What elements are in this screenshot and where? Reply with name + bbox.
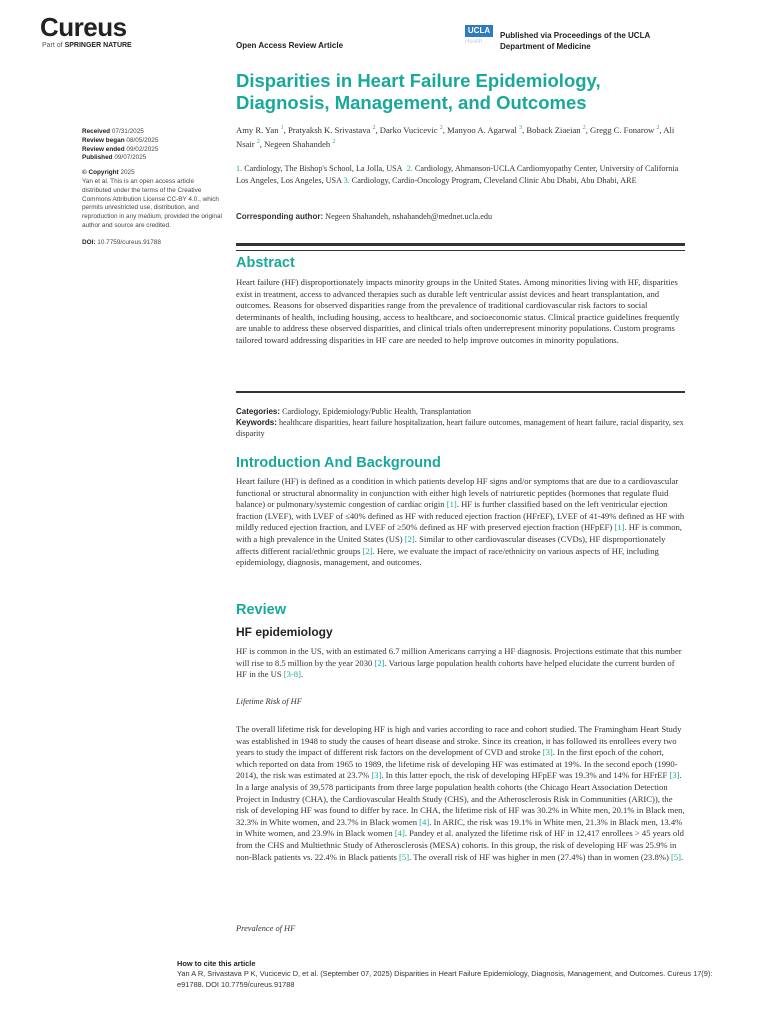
- affiliation: Cardiology, The Bishop's School, La Jolla, USA: [244, 164, 403, 173]
- ucla-health-logo: Health: [465, 39, 483, 45]
- reference-link[interactable]: [5]: [399, 851, 410, 862]
- author[interactable]: Amy R. Yan $^1$: [236, 124, 284, 135]
- lifetime-risk-heading: Lifetime Risk of HF: [236, 697, 302, 706]
- corresponding-value[interactable]: Negeen Shahandeh, nshahandeh@mednet.ucla.edu: [325, 212, 493, 221]
- reference-link[interactable]: [2]: [362, 545, 373, 556]
- affiliation: Cardiology, Ahmanson-UCLA Cardiomyopathy Center, University of California Los Angeles, Los Angeles, USA: [236, 164, 679, 185]
- copyright: © Copyright 2025: [82, 169, 135, 177]
- article-type: Open Access Review Article: [236, 41, 344, 50]
- affiliation-number: 1.: [236, 164, 243, 173]
- license-text: Yan et al. This is an open access article distributed under the terms of the Creative Commons Attribution License CC-BY 4.0., which permits unrestricted use, distribution, and reproduction in any medium, provided the original author and source are credited.: [82, 177, 222, 229]
- reference-link[interactable]: [4]: [419, 816, 430, 827]
- article-sidebar: [82, 128, 222, 248]
- reference-link[interactable]: [2]: [374, 657, 385, 668]
- article-title: Disparities in Heart Failure Epidemiology, Diagnosis, Management, and Outcomes: [236, 70, 601, 113]
- review-heading: Review: [236, 602, 286, 618]
- divider: [236, 243, 685, 246]
- cureus-logo: Cureus: [40, 12, 127, 42]
- corresponding-label: Corresponding author:: [236, 212, 324, 221]
- affiliation-number: 3.: [343, 175, 350, 185]
- reference-link[interactable]: [2]: [404, 533, 415, 544]
- author[interactable]: Pratyaksh K. Srivastava $^2$: [287, 124, 376, 135]
- author[interactable]: Manyoo A. Agarwal $^3$: [447, 124, 523, 135]
- review-began-date: Review began 08/05/2025: [82, 136, 159, 144]
- abstract-heading: Abstract: [236, 255, 295, 271]
- abstract-text: Heart failure (HF) disproportionately impacts minority groups in the United States. Among minorities living with HF, disparities exist in treatment, access to advanced therapies such as durable left ventricular assist devices and heart transplantation, and outcomes. Reasons for observed disparities range from the prevalence of traditional cardiovascular risk factors to social determinants of health, including housing, access to healthcare, and socioeconomic status. Clinical practice guidelines frequently are unable to address these observed disparities, and clinical trials often underrepresent minority populations. Custom programs tailored toward addressing disparities in HF care are needed to help improve outcomes in minority populations.: [236, 277, 680, 345]
- citation-footer: [177, 959, 737, 990]
- epidemiology-paragraph: HF is common in the US, with an estimated 6.7 million Americans carrying a HF diagnosis. Projections estimate that this number will rise to 8.5 million by the year 2030 [2]. Various large population health cohorts have helped elucidate the current burden of HF in the US [3-8].: [236, 646, 682, 680]
- review-ended-date: Review ended 09/02/2025: [82, 145, 159, 153]
- epidemiology-subheading: HF epidemiology: [236, 625, 333, 639]
- author-list: Amy R. Yan $^1$, Pratyaksh K. Srivastava $^2$, Darko Vucicevic $^2$, Manyoo A. Agarwal $^3$, Boback Ziaeian $^2$, Gregg C. Fonarow $^2$, Ali Nsair $^2$, Negeen Shahandeh $^2$: [236, 124, 675, 149]
- doi-link[interactable]: 10.7759/cureus.91788: [97, 238, 161, 246]
- intro-paragraph: Heart failure (HF) is defined as a condition in which patients develop HF signs and/or symptoms that are due to a cardiovascular functional or structural abnormality in conjunction with either high levels of natriuretic peptides (hormones that regulate fluid balance) or pulmonary/systemic congestion of cardiac origin [1]. HF is further classified based on the left ventricular ejection fraction (LVEF), with LVEF of ≤40% defined as HF with reduced ejection fraction (HFrEF), LVEF of 41-49% defined as HF with mildly reduced ejection fraction, and LVEF of ≥50% defined as HF with preserved ejection fraction (HFpEF) [1]. HF is common, with a high prevalence in the United States (US) [2]. Similar to other cardiovascular diseases (CVDs), HF disproportionately affects different racial/ethnic groups [2]. Here, we evaluate the impact of race/ethnicity on various aspects of HF, including epidemiology, diagnosis, management, and outcomes.: [236, 476, 685, 568]
- reference-link[interactable]: [3-8]: [283, 669, 301, 680]
- ucla-logo: UCLA: [465, 25, 493, 37]
- affiliation-number: 2.: [406, 164, 413, 173]
- divider: [236, 250, 685, 251]
- keywords-block: [236, 406, 686, 440]
- citation-text: Yan A R, Srivastava P K, Vucicevic D, et al. (September 07, 2025) Disparities in Heart Failure Epidemiology, Diagnosis, Management, and Outcomes. Cureus 17(9): e91788. DOI 10.7759/cureus.91788: [177, 969, 713, 989]
- reference-link[interactable]: [4]: [394, 828, 405, 839]
- cite-heading: How to cite this article: [177, 959, 256, 968]
- keywords: Keywords: healthcare disparities, heart failure hospitalization, heart failure outcomes, management of heart failure, racial disparity, sex disparity: [236, 418, 684, 439]
- reference-link[interactable]: [5]: [670, 851, 681, 862]
- received-date: Received 07/31/2025: [82, 128, 144, 135]
- lifetime-risk-paragraph: The overall lifetime risk for developing HF is high and varies according to race and cohort studied. The Framingham Heart Study was established in 1948 to study the causes of heart disease and stroke. Since its creation, it has followed its enrollees every two years to study the impact of different risk factors on the development of CVD and stroke [3]. In the first epoch of the cohort, which reported on data from 1965 to 1989, the lifetime risk of developing HF was estimated at 19%. In the second epoch (1990-2014), the risk was estimated at 23.7% [3]. In this latter epoch, the risk of developing HFpEF was 19.3% and 14% for HFrEF [3]. In a large analysis of 39,578 participants from three large population health cohorts (the Chicago Heart Association Detection Project in Industry (CHA), the Cardiovascular Health Study (CHS), and the Atherosclerosis Risk in Communities (ARIC)), the risk of developing HF was found to differ by race. In CHA, the lifetime risk of HF was 30.2% in White men, 20.1% in Black men, 32.3% in White women, and 23.7% in Black women [4]. In ARIC, the risk was 19.1% in White men, 21.3% in Black men, 13.4% in White women, and 23.9% in Black women [4]. Pandey et al. analyzed the lifetime risk of HF in 12,417 enrollees > 45 years old from the CHS and Multiethnic Study of Atherosclerosis (MESA) cohorts. In this group, the risk of developing HF was 25.9% in non-Black patients vs. 22.4% in Black patients [5]. The overall risk of HF was higher in men (27.4%) than in women (23.8%) [5].: [236, 724, 685, 862]
- author[interactable]: Boback Ziaeian $^2$: [526, 124, 586, 135]
- published-date: Published 09/07/2025: [82, 154, 147, 162]
- author[interactable]: Gregg C. Fonarow $^2$: [590, 124, 660, 135]
- reference-link[interactable]: [3]: [669, 770, 680, 781]
- publisher-prefix: Part of: [42, 42, 65, 49]
- prevalence-heading: Prevalence of HF: [236, 924, 296, 933]
- doi: DOI: 10.7759/cureus.91788: [82, 238, 161, 246]
- publisher-line: [42, 42, 132, 49]
- reference-link[interactable]: [1]: [614, 522, 625, 533]
- published-line-1: Published via Proceedings of the UCLA: [500, 31, 651, 40]
- affiliations: [236, 163, 686, 186]
- affiliation: Cardiology, Cardio-Oncology Program, Cleveland Clinic Abu Dhabi, Abu Dhabi, ARE: [351, 175, 637, 185]
- author[interactable]: Ali Nsair $^2$: [236, 124, 675, 149]
- reference-link[interactable]: [3]: [542, 747, 553, 758]
- published-line-2: Department of Medicine: [500, 42, 591, 51]
- reference-link[interactable]: [3]: [371, 770, 382, 781]
- corresponding-author: [236, 212, 686, 221]
- categories: Categories: Cardiology, Epidemiology/Public Health, Transplantation: [236, 407, 471, 416]
- reference-link[interactable]: [1]: [446, 499, 457, 510]
- intro-heading: Introduction And Background: [236, 455, 441, 471]
- publisher-brand: SPRINGER NATURE: [64, 42, 132, 49]
- published-via: [500, 30, 650, 52]
- divider: [236, 391, 685, 393]
- author[interactable]: Negeen Shahandeh $^2$: [264, 138, 336, 149]
- author[interactable]: Darko Vucicevic $^2$: [379, 124, 443, 135]
